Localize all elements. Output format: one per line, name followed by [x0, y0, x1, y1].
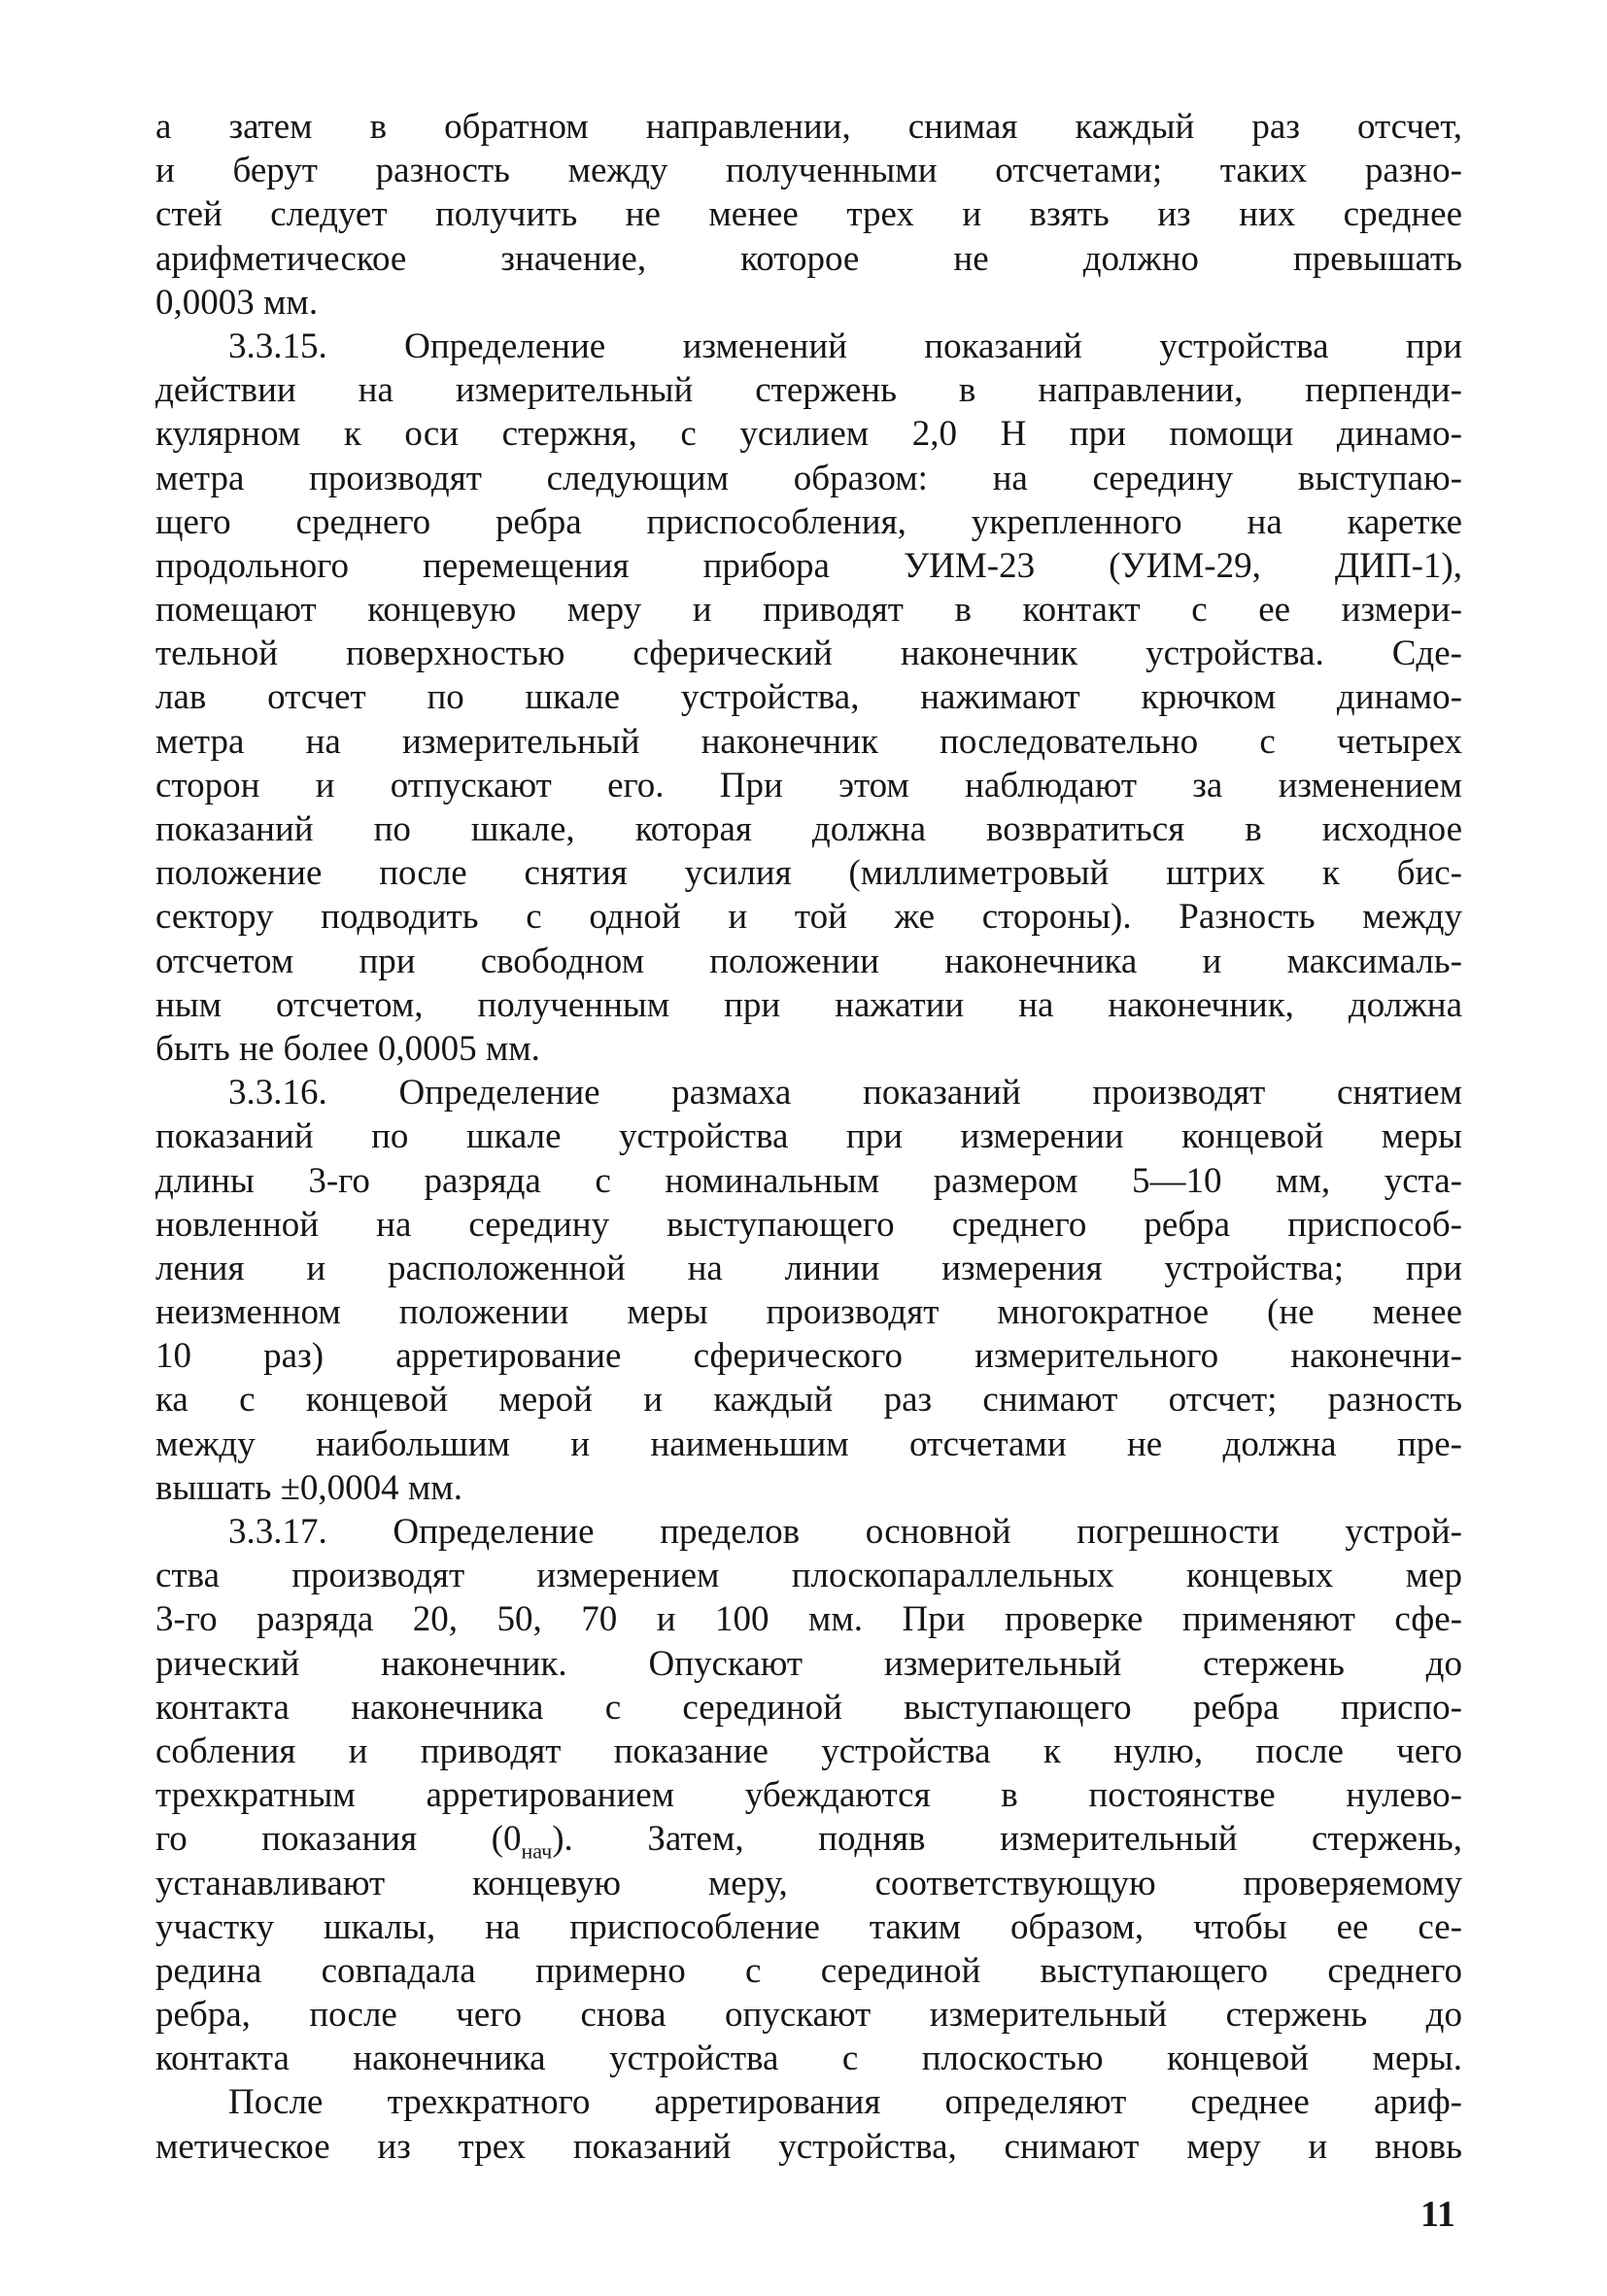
text-line: контакта наконечника с серединой выступающего ребра приспо- — [155, 1687, 1462, 1728]
text-line: После трехкратного арретирования определяют среднее ариф- — [228, 2082, 1462, 2123]
text-line: метра на измерительный наконечник последовательно с четырех — [155, 721, 1462, 762]
text-line: показаний по шкале устройства при измерении концевой меры — [155, 1116, 1462, 1157]
text-line: продольного перемещения прибора УИМ-23 (УИМ-29, ДИП-1), — [155, 545, 1462, 586]
text-line: новленной на середину выступающего среднего ребра приспособ- — [155, 1204, 1462, 1245]
text-line: быть не более 0,0005 мм. — [155, 1028, 540, 1069]
text-line: устанавливают концевую меру, соответствующую проверяемому — [155, 1863, 1462, 1903]
text-line: лав отсчет по шкале устройства, нажимают крючком динамо- — [155, 677, 1462, 718]
text-line: вышать ±0,0004 мм. — [155, 1467, 462, 1508]
text-line: контакта наконечника устройства с плоскостью концевой меры. — [155, 2039, 1462, 2079]
text-line: а затем в обратном направлении, снимая каждый раз отсчет, — [155, 107, 1462, 147]
text-line: неизменном положении меры производят многократное (не менее — [155, 1292, 1462, 1333]
text-line: 10 раз) арретирование сферического измерительного наконечни- — [155, 1336, 1462, 1377]
text-line: метическое из трех показаний устройства, снимают меру и вновь — [155, 2126, 1462, 2167]
text-line: трехкратным арретированием убеждаются в постоянстве нулево- — [155, 1775, 1462, 1816]
text-line: кулярном к оси стержня, с усилием 2,0 Н при помощи динамо- — [155, 414, 1462, 455]
text-line: и берут разность между полученными отсчетами; таких разно- — [155, 151, 1462, 191]
text-line: собления и приводят показание устройства к нулю, после чего — [155, 1731, 1462, 1771]
text-line: 3.3.17. Определение пределов основной погрешности устрой- — [228, 1512, 1462, 1552]
text-line: ления и расположенной на линии измерения устройства; при — [155, 1248, 1462, 1288]
text-line: 3.3.15. Определение изменений показаний устройства при — [228, 326, 1462, 366]
text-line: сторон и отпускают его. При этом наблюдают за изменением — [155, 765, 1462, 805]
text-line: редина совпадала примерно с серединой выступающего среднего — [155, 1950, 1462, 1991]
text-line: ка с концевой мерой и каждый раз снимают отсчет; разность — [155, 1380, 1462, 1421]
text-line: щего среднего ребра приспособления, укрепленного на каретке — [155, 501, 1462, 542]
text-line: 0,0003 мм. — [155, 282, 319, 323]
text-line: отсчетом при свободном положении наконечника и максималь- — [155, 941, 1462, 981]
text-line: длины 3-го разряда с номинальным размером 5—10 мм, уста- — [155, 1160, 1462, 1201]
text-line: метра производят следующим образом: на середину выступаю- — [155, 458, 1462, 498]
text-line: ребра, после чего снова опускают измерительный стержень до — [155, 1995, 1462, 2036]
text-line: между наибольшим и наименьшим отсчетами не должна пре- — [155, 1423, 1462, 1464]
text-line: 3-го разряда 20, 50, 70 и 100 мм. При проверке применяют сфе- — [155, 1599, 1462, 1640]
text-line: стей следует получить не менее трех и взять из них среднее — [155, 194, 1462, 235]
text-line: действии на измерительный стержень в направлении, перпенди- — [155, 370, 1462, 411]
text-line: сектору подводить с одной и той же стороны). Разность между — [155, 897, 1462, 938]
text-line: арифметическое значение, которое не должно превышать — [155, 238, 1462, 279]
text-line: ным отсчетом, полученным при нажатии на наконечник, должна — [155, 984, 1462, 1025]
text-line: 3.3.16. Определение размаха показаний производят снятием — [228, 1073, 1462, 1114]
text-line: тельной поверхностью сферический наконечник устройства. Сде- — [155, 634, 1462, 674]
body-text — [155, 105, 1462, 2169]
text-line: ства производят измерением плоскопараллельных концевых мер — [155, 1556, 1462, 1596]
text-line: положение после снятия усилия (миллиметровый штрих к бис- — [155, 853, 1462, 894]
text-line: участку шкалы, на приспособление таким образом, чтобы ее се- — [155, 1906, 1462, 1947]
text-line: го показания $(0_{нач})$. Затем, подняв измерительный стержень, — [155, 1819, 1462, 1864]
page-number: 11 — [1420, 2194, 1455, 2235]
text-line: показаний по шкале, которая должна возвратиться в исходное — [155, 809, 1462, 849]
text-line: рический наконечник. Опускают измерительный стержень до — [155, 1643, 1462, 1684]
text-line: помещают концевую меру и приводят в контакт с ее измери- — [155, 590, 1462, 631]
